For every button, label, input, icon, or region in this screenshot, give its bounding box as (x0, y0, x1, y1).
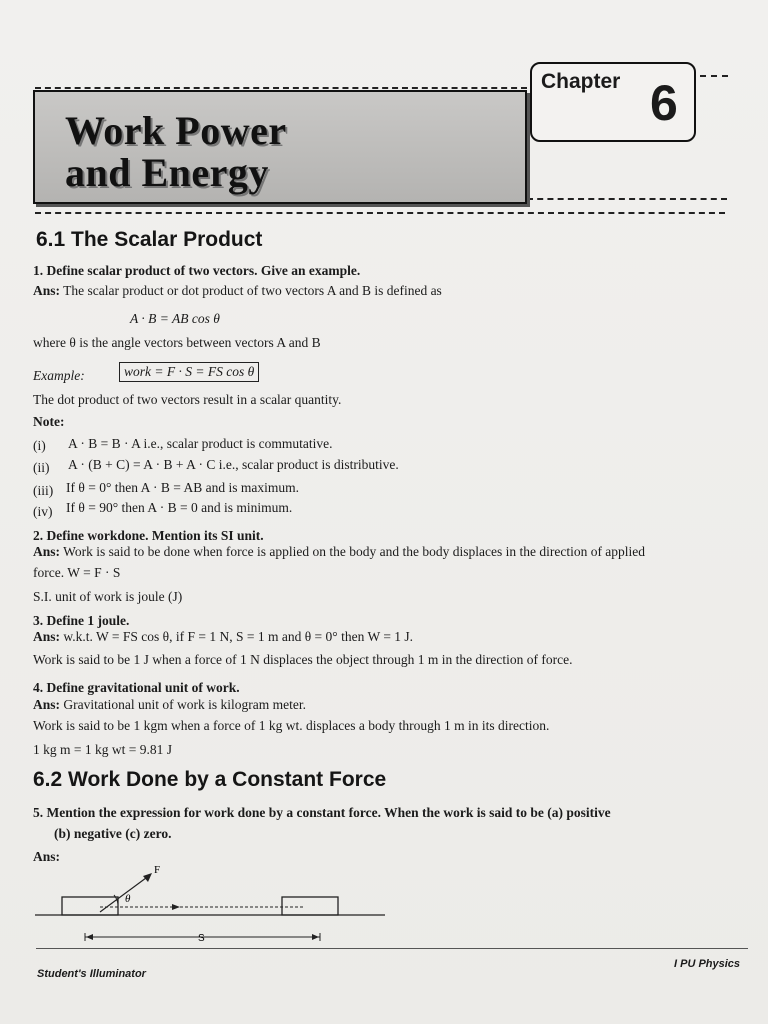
q1-example-label: Example: (33, 368, 85, 383)
chapter-label: Chapter (541, 70, 621, 93)
note-item-1-num: (i) (33, 438, 46, 453)
top-dashed-rule (35, 87, 527, 89)
displacement-arrowhead (172, 904, 180, 910)
q1-where-text: where θ is the angle vectors between vectors A and B (33, 335, 321, 350)
chapter-title-box (33, 90, 527, 204)
displacement-label: S (198, 933, 205, 944)
force-label: F (154, 864, 161, 876)
section-heading-6-2: 6.2 Work Done by a Constant Force (33, 768, 387, 791)
force-arrowhead (143, 873, 152, 882)
q3-answer (33, 629, 413, 645)
footer-book-title: Student's Illuminator (37, 968, 146, 980)
note-item-2-num: (ii) (33, 460, 50, 475)
q2-answer-cont: force. W = F · S (33, 565, 121, 580)
note-item-3-num: (iii) (33, 483, 54, 498)
q4-ans-label: Ans: (33, 697, 61, 712)
q3-question: 3. Define 1 joule. (33, 613, 130, 628)
mid-right-dashed-rule (527, 198, 727, 200)
q1-example-formula-box: work = F · S = FS cos θ (119, 362, 259, 382)
q3-ans-label: Ans: (33, 629, 61, 644)
q2-ans-text: Work is said to be done when force is applied on the body and the body displaces in the direction of applied (63, 544, 646, 559)
q4-question: 4. Define gravitational unit of work. (33, 680, 240, 695)
block-final (282, 897, 338, 915)
footer-rule (36, 948, 748, 949)
section-heading-6-1: 6.1 The Scalar Product (36, 228, 263, 251)
q1-ans-text: The scalar product or dot product of two vectors A and B is defined as (63, 283, 442, 298)
chapter-title-line2: and Energy (65, 150, 269, 195)
q1-ans-label: Ans: (33, 283, 61, 298)
q1-question: 1. Define scalar product of two vectors. Give an example. (33, 263, 361, 278)
footer-subject: I PU Physics (674, 958, 741, 970)
note-item-2-text: A · (B + C) = A · B + A · C i.e., scalar product is distributive. (68, 457, 399, 472)
s-arrow-right (312, 934, 319, 940)
q5-question-line1: 5. Mention the expression for work done by a constant force. When the work is said to be (a) positive (33, 805, 611, 820)
q5-ans-label: Ans: (33, 849, 61, 864)
work-force-diagram (30, 855, 400, 950)
q2-ans-label: Ans: (33, 544, 61, 559)
q4-line3: 1 kg m = 1 kg wt = 9.81 J (33, 742, 172, 757)
note-item-4-text: If θ = 90° then A · B = 0 and is minimum. (66, 500, 293, 515)
q4-line2: Work is said to be 1 kgm when a force of 1 kg wt. displaces a body through 1 m in its direction. (33, 718, 550, 733)
q4-ans-text: Gravitational unit of work is kilogram meter. (63, 697, 306, 712)
s-arrow-left (86, 934, 93, 940)
note-item-3-text: If θ = 0° then A · B = AB and is maximum. (66, 480, 299, 495)
chapter-title (65, 110, 287, 194)
note-item-1-text: A · B = B · A i.e., scalar product is commutative. (68, 436, 333, 451)
top-right-dashed-rule (700, 75, 728, 77)
q3-ans-text: w.k.t. W = FS cos θ, if F = 1 N, S = 1 m and θ = 0° then W = 1 J. (63, 629, 414, 644)
q2-si-unit: S.I. unit of work is joule (J) (33, 589, 183, 604)
chapter-title-line1: Work Power (65, 108, 287, 153)
q3-line2: Work is said to be 1 J when a force of 1 N displaces the object through 1 m in the direction of force. (33, 652, 573, 667)
q2-answer (33, 544, 645, 560)
q5-question-line2: (b) negative (c) zero. (54, 826, 172, 841)
q4-answer (33, 697, 306, 713)
q2-question: 2. Define workdone. Mention its SI unit. (33, 528, 264, 543)
chapter-number: 6 (650, 75, 678, 131)
bottom-dashed-rule (35, 212, 725, 214)
note-item-4-num: (iv) (33, 504, 53, 519)
q1-dot-product-text: The dot product of two vectors result in a scalar quantity. (33, 392, 342, 407)
angle-label: θ (125, 893, 131, 905)
q1-formula: A · B = AB cos θ (130, 311, 220, 326)
q1-note-label: Note: (33, 414, 65, 429)
block-initial (62, 897, 118, 915)
chapter-number-box (530, 62, 696, 142)
q1-answer (33, 283, 442, 299)
